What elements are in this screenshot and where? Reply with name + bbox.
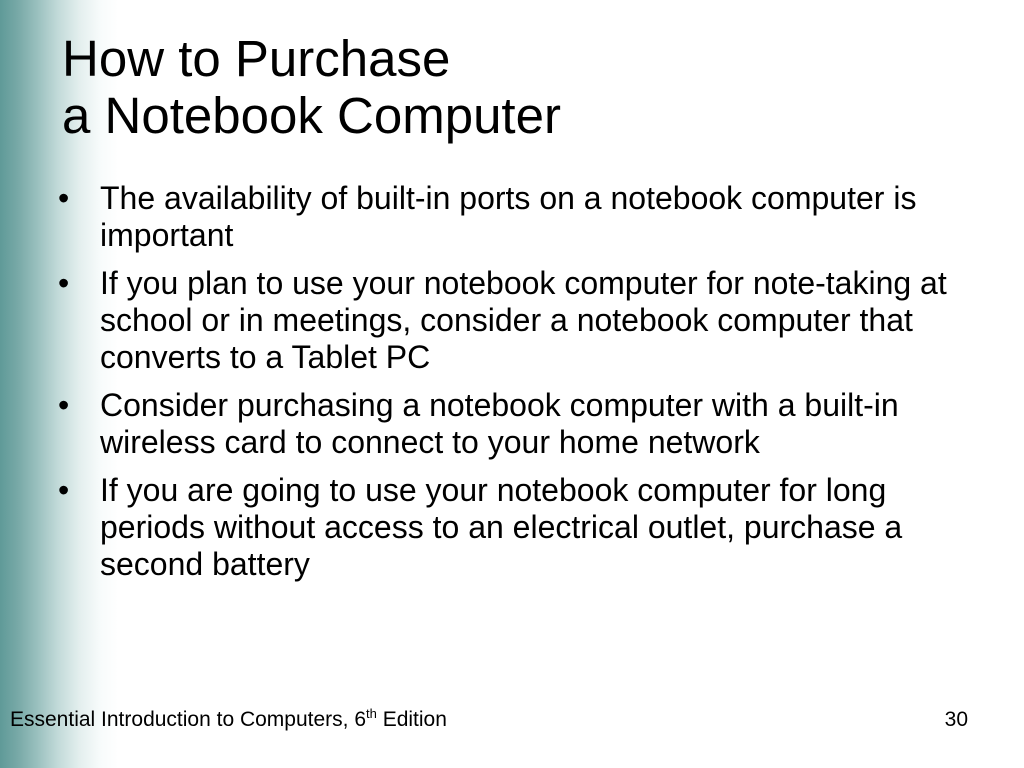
bullet-item-second-battery [58,472,988,583]
bullet-text-tablet-pc: If you plan to use your notebook computer for note-taking at school or in meetings, consider a notebook computer that converts to a Tablet PC [100,265,947,375]
footer-edition-suffix: Edition [376,708,447,731]
bullet-text-second-battery: If you are going to use your notebook computer for long periods without access to an electrical outlet, purchase a second battery [100,472,903,582]
footer-book-title [10,706,447,734]
bullet-point-icon: • [58,265,70,301]
footer-edition-superscript: th [366,706,377,721]
footer-book-title-prefix: Essential Introduction to Computers, 6 [10,708,367,731]
bullet-point-icon: • [58,387,70,423]
bullet-list [58,180,988,594]
slide-title-line-1: How to Purchase [62,30,451,87]
page-number: 30 [944,708,968,731]
bullet-item-wireless-card [58,387,988,461]
bullet-item-tablet-pc [58,265,988,376]
bullet-point-icon: • [58,180,70,216]
bullet-text-wireless-card: Consider purchasing a notebook computer with a built-in wireless card to connect to your home network [100,387,899,460]
bullet-point-icon: • [58,472,70,508]
slide-title [62,30,962,144]
bullet-item-ports [58,180,988,254]
bullet-text-ports: The availability of built-in ports on a notebook computer is important [100,180,917,253]
slide-title-line-2: a Notebook Computer [62,87,561,144]
